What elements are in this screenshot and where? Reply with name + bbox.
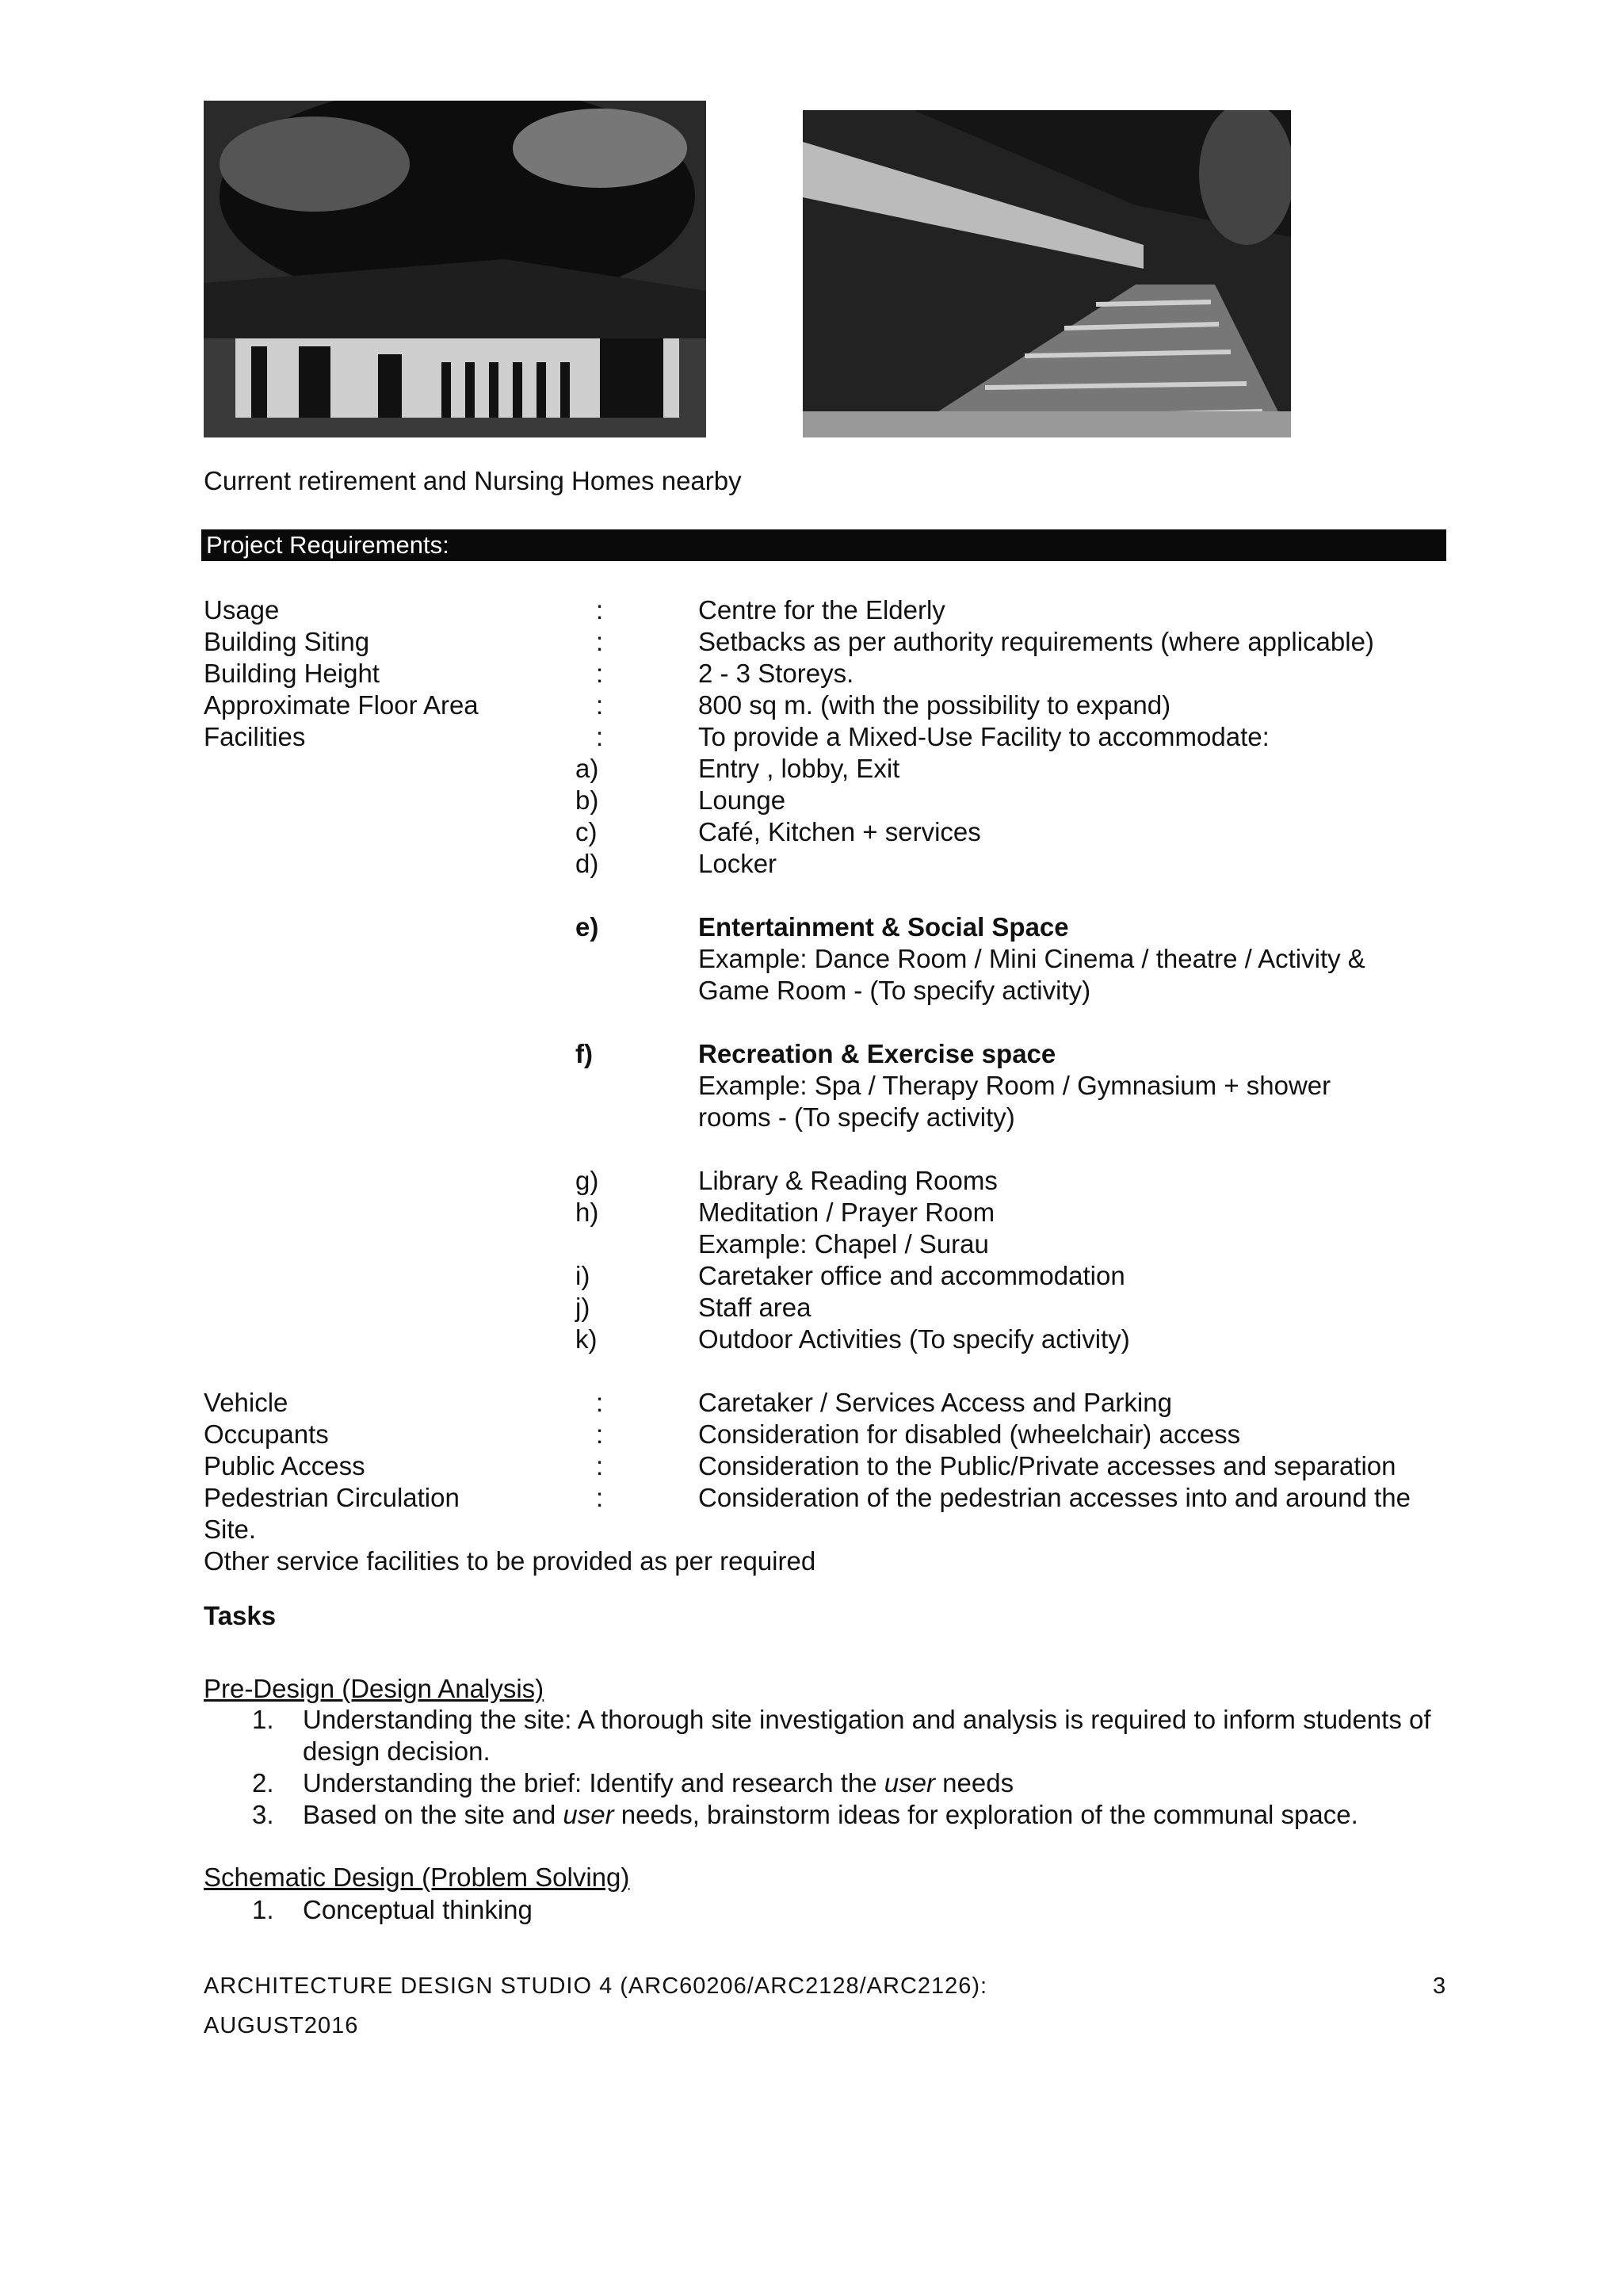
photo-caption: Current retirement and Nursing Homes nearby <box>204 466 742 495</box>
facility-item: Meditation / Prayer Room <box>698 1198 995 1227</box>
access-label-pedestrian: Pedestrian Circulation <box>204 1483 460 1512</box>
access-value-vehicle: Caretaker / Services Access and Parking <box>698 1388 1172 1417</box>
footer-date: AUGUST2016 <box>204 2013 359 2038</box>
req-colon: : <box>596 722 604 751</box>
facility-item: Locker <box>698 849 777 878</box>
req-value-siting: Setbacks as per authority requirements (where applicable) <box>698 627 1374 656</box>
facility-heading: Recreation & Exercise space <box>698 1039 1056 1068</box>
req-colon: : <box>596 627 604 656</box>
facility-example: Example: Dance Room / Mini Cinema / theatre / Activity & <box>698 944 1365 973</box>
task-number: 2. <box>252 1768 274 1797</box>
task-text: Understanding the brief: Identify and research the user needs <box>303 1768 1014 1797</box>
access-value-occupants: Consideration for disabled (wheelchair) access <box>698 1419 1241 1449</box>
facility-letter: d) <box>575 849 599 878</box>
facility-letter: k) <box>575 1324 598 1354</box>
site-line: Site. <box>204 1515 257 1544</box>
facility-letter: g) <box>575 1166 599 1195</box>
facility-item: Library & Reading Rooms <box>698 1166 998 1195</box>
access-colon: : <box>596 1451 604 1480</box>
access-label-occupants: Occupants <box>204 1419 329 1449</box>
facility-letter: f) <box>575 1039 593 1068</box>
facility-heading: Entertainment & Social Space <box>698 912 1069 942</box>
task-text: Based on the site and user needs, brainstorm ideas for exploration of the communal space. <box>303 1800 1358 1829</box>
access-value-pedestrian: Consideration of the pedestrian accesses into and around the <box>698 1483 1411 1512</box>
other-facilities-line: Other service facilities to be provided as per required <box>204 1546 816 1576</box>
access-label-public: Public Access <box>204 1451 365 1480</box>
access-colon: : <box>596 1483 604 1512</box>
task-number: 3. <box>252 1800 274 1829</box>
access-value-public: Consideration to the Public/Private accesses and separation <box>698 1451 1396 1480</box>
footer-course: ARCHITECTURE DESIGN STUDIO 4 (ARC60206/ARC2128/ARC2126): <box>204 1973 988 1999</box>
req-colon: : <box>596 595 604 625</box>
req-colon: : <box>596 690 604 720</box>
req-value-floor-area: 800 sq m. (with the possibility to expand) <box>698 690 1171 720</box>
facility-letter: b) <box>575 785 599 815</box>
schematic-heading: Schematic Design (Problem Solving) <box>204 1862 630 1892</box>
facility-item: Entry , lobby, Exit <box>698 754 900 783</box>
predesign-heading: Pre-Design (Design Analysis) <box>204 1674 544 1703</box>
access-label-vehicle: Vehicle <box>204 1388 288 1417</box>
facility-letter: h) <box>575 1198 599 1227</box>
footer-page-number: 3 <box>1433 1973 1447 1999</box>
photo-walkway <box>803 110 1291 437</box>
access-colon: : <box>596 1419 604 1449</box>
req-value-height: 2 - 3 Storeys. <box>698 659 854 688</box>
access-colon: : <box>596 1388 604 1417</box>
facility-item: Lounge <box>698 785 786 815</box>
facility-letter: j) <box>575 1293 590 1322</box>
facility-example: Example: Chapel / Surau <box>698 1229 989 1259</box>
req-label-usage: Usage <box>204 595 280 625</box>
req-label-facilities: Facilities <box>204 722 306 751</box>
section-banner-project-requirements: Project Requirements: <box>201 529 1446 561</box>
req-colon: : <box>596 659 604 688</box>
task-text: Conceptual thinking <box>303 1895 533 1924</box>
req-value-facilities: To provide a Mixed-Use Facility to accommodate: <box>698 722 1270 751</box>
facility-example: Example: Spa / Therapy Room / Gymnasium + shower <box>698 1071 1331 1100</box>
facility-letter: a) <box>575 754 599 783</box>
facility-item: Staff area <box>698 1293 812 1322</box>
facility-example: rooms - (To specify activity) <box>698 1102 1015 1132</box>
tasks-heading: Tasks <box>204 1601 277 1630</box>
req-label-floor-area: Approximate Floor Area <box>204 690 479 720</box>
photo-retirement-home <box>204 101 706 437</box>
facility-letter: c) <box>575 817 598 846</box>
task-number: 1. <box>252 1895 274 1924</box>
facility-item: Outdoor Activities (To specify activity) <box>698 1324 1130 1354</box>
req-label-siting: Building Siting <box>204 627 370 656</box>
facility-item: Café, Kitchen + services <box>698 817 981 846</box>
task-number: 1. <box>252 1705 274 1734</box>
facility-example: Game Room - (To specify activity) <box>698 976 1091 1005</box>
facility-letter: i) <box>575 1261 590 1290</box>
facility-item: Caretaker office and accommodation <box>698 1261 1125 1290</box>
facility-letter: e) <box>575 912 599 942</box>
req-value-usage: Centre for the Elderly <box>698 595 945 625</box>
req-label-height: Building Height <box>204 659 380 688</box>
task-text: Understanding the site: A thorough site investigation and analysis is required to inform students of design decision. <box>303 1705 1431 1766</box>
